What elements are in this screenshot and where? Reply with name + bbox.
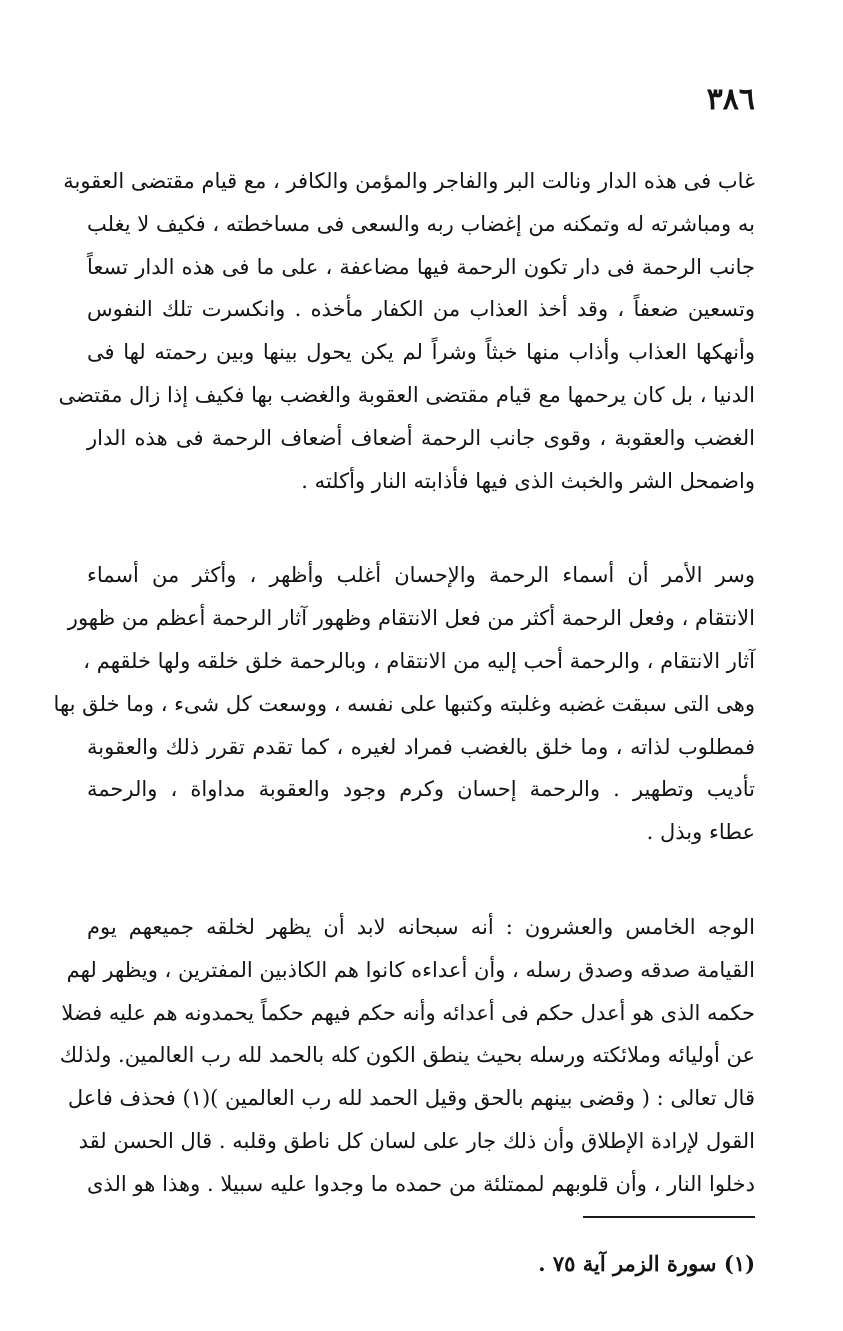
main-text (53, 160, 755, 1206)
text-line: تأديب وتطهير . والرحمة إحسان وكرم وجود والعقوبة مداواة ، والرحمة (87, 777, 755, 802)
text-line: آثار الانتقام ، والرحمة أحب إليه من الانتقام ، وبالرحمة خلق خلقه ولها خلقهم ، (83, 648, 755, 673)
paragraph-3 (59, 906, 755, 1206)
text-line: عن أوليائه وملائكته ورسله بحيث ينطق الكون كله بالحمد لله رب العالمين. ولذلك (59, 1043, 755, 1068)
footnote: (١) سورة الزمر آية ٧٥ . (538, 1251, 755, 1276)
text-line: عطاء وبذل . (646, 820, 755, 845)
text-line: وتسعين ضعفاً ، وقد أخذ العذاب من الكفار مأخذه . وانكسرت تلك النفوس (87, 297, 755, 322)
text-line: واضمحل الشر والخبث الذى فيها فأذابته النار وأكلته . (301, 468, 755, 493)
paragraph-gap (87, 502, 755, 554)
text-line: الانتقام ، وفعل الرحمة أكثر من فعل الانتقام وظهور آثار الرحمة أعظم من ظهور (67, 606, 755, 631)
text-line: الوجه الخامس والعشرون : أنه سبحانه لابد أن يظهر لخلقه جميعهم يوم (87, 914, 755, 939)
text-line: وأنهكها العذاب وأذاب منها خبثاً وشراً لم يكن يحول بينها وبين رحمته لها فى (87, 340, 755, 365)
text-line: دخلوا النار ، وأن قلوبهم لممتلئة من حمده ما وجدوا عليه سبيلا . وهذا هو الذى (87, 1171, 755, 1196)
text-line: قال تعالى : ( وقضى بينهم بالحق وقيل الحمد لله رب العالمين )(١) فحذف فاعل (67, 1086, 755, 1111)
footnote-divider (583, 1216, 755, 1218)
text-line: به ومباشرته له وتمكنه من إغضاب ربه والسعى فى مساخطته ، فكيف لا يغلب (87, 211, 755, 236)
text-line: الدنيا ، بل كان يرحمها مع قيام مقتضى العقوبة والغضب بها فكيف إذا زال مقتضى (58, 382, 755, 407)
text-line: فمطلوب لذاته ، وما خلق بالغضب فمراد لغيره ، كما تقدم تقرر ذلك والعقوبة (87, 734, 755, 759)
paragraph-gap (87, 854, 755, 906)
text-line: الغضب والعقوبة ، وقوى جانب الرحمة أضعاف أضعاف الرحمة فى هذه الدار (87, 425, 755, 450)
text-line: حكمه الذى هو أعدل حكم فى أعدائه وأنه حكم فيهم حكماً يحمدونه هم عليه فضلا (61, 1000, 755, 1025)
text-line: جانب الرحمة فى دار تكون الرحمة فيها مضاعفة ، على ما فى هذه الدار تسعاً (87, 254, 755, 279)
paragraph-2 (53, 554, 755, 854)
text-line: القيامة صدقه وصدق رسله ، وأن أعداءه كانوا هم الكاذبين المفترين ، ويظهر لهم (66, 957, 755, 982)
paragraph-1 (58, 160, 755, 502)
text-line: وسر الأمر أن أسماء الرحمة والإحسان أغلب وأظهر ، وأكثر من أسماء (87, 563, 755, 588)
text-line: غاب فى هذه الدار ونالت البر والفاجر والمؤمن والكافر ، مع قيام مقتضى العقوبة (63, 169, 755, 193)
text-line: القول لإرادة الإطلاق وأن ذلك جار على لسان كل ناطق وقلبه . قال الحسن لقد (78, 1128, 755, 1153)
page-number: ٣٨٦ (706, 82, 755, 117)
text-line: وهى التى سبقت غضبه وغلبته وكتبها على نفسه ، ووسعت كل شىء ، وما خلق بها (53, 691, 755, 716)
